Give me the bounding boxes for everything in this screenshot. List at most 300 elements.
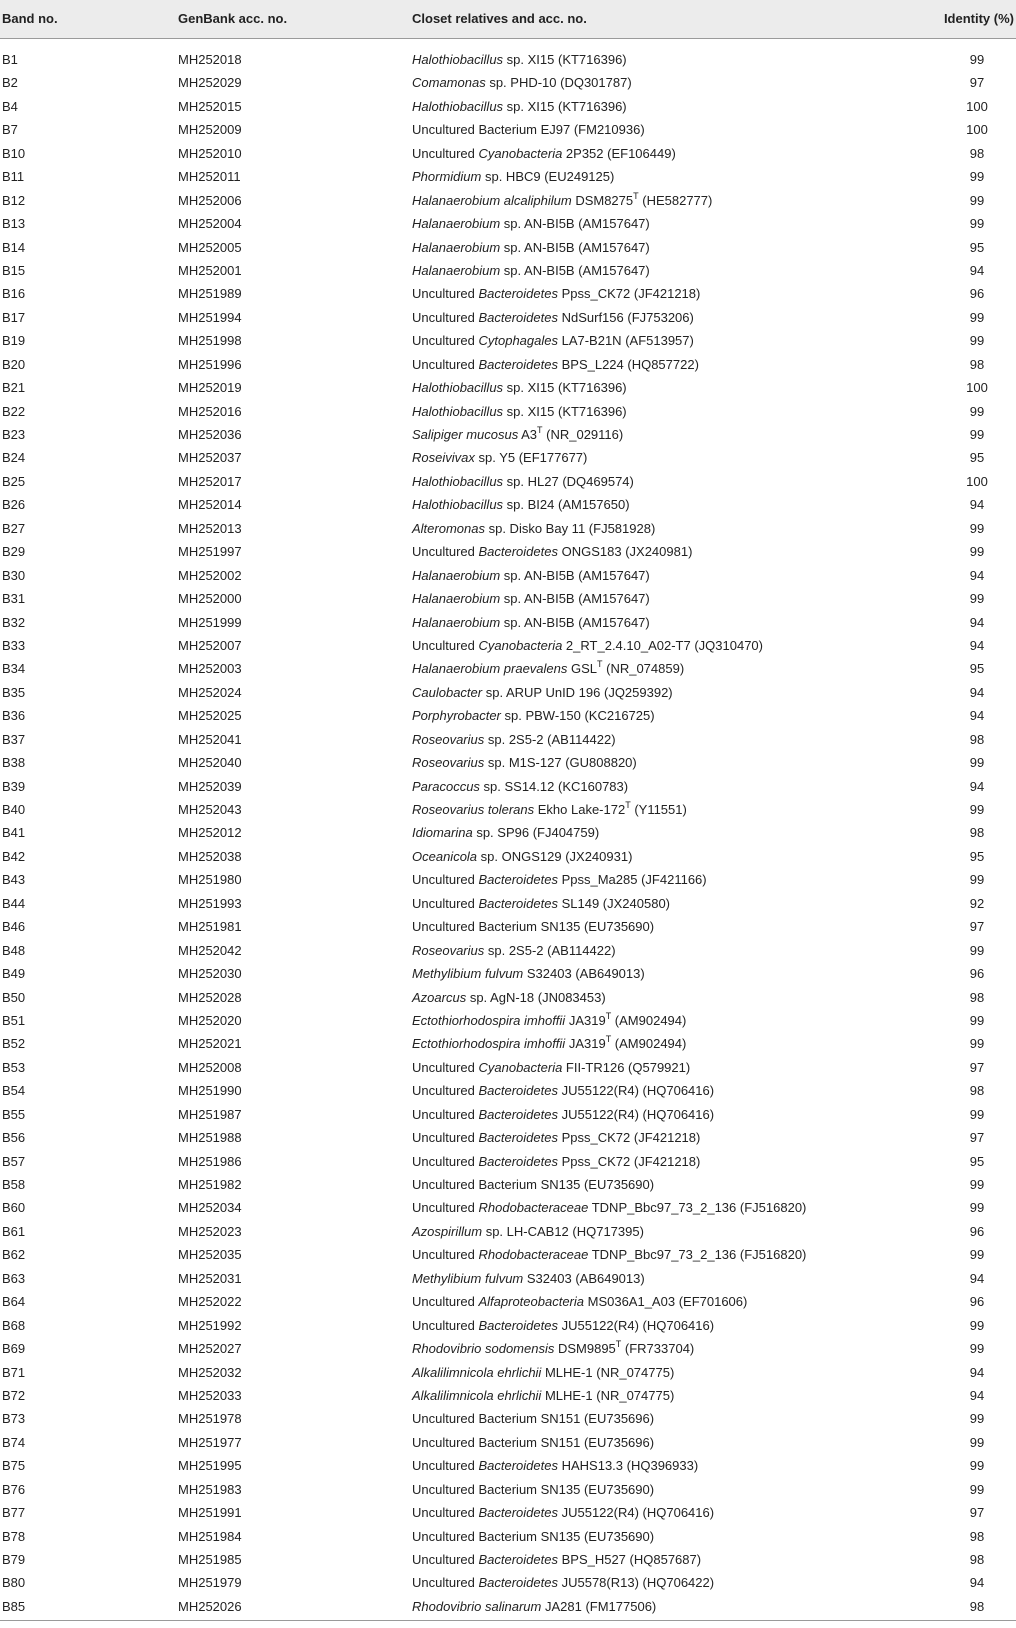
table-row [0, 1478, 1016, 1501]
table-row [0, 1595, 1016, 1618]
strain-name: sp. LH-CAB12 [482, 1223, 569, 1239]
relative-cell [412, 95, 627, 118]
band-cell: B27 [2, 520, 26, 536]
genbank-cell: MH252015 [178, 98, 242, 114]
genbank-cell: MH252023 [178, 1223, 242, 1239]
identity-cell: 99 [969, 192, 985, 208]
relative-prefix: Uncultured [412, 1505, 479, 1521]
band-cell: B71 [2, 1364, 26, 1380]
accession-ref: (NR_074775) [592, 1387, 675, 1403]
table-row [0, 1243, 1016, 1266]
band-cell: B4 [2, 98, 18, 114]
genbank-cell: MH251978 [178, 1411, 242, 1427]
identity-cell: 99 [969, 1458, 985, 1474]
relative-cell [412, 540, 692, 563]
relative-cell [412, 915, 654, 938]
table-row [0, 634, 1016, 657]
table-row [0, 1337, 1016, 1360]
taxon-name: Ectothiorhodospira imhoffii [412, 1036, 566, 1052]
band-cell: B61 [2, 1223, 26, 1239]
accession-ref: (Y11551) [630, 802, 687, 817]
identity-cell: 99 [969, 1481, 985, 1497]
accession-ref: (AM157647) [574, 239, 650, 255]
relative-cell [412, 423, 623, 446]
band-cell: B73 [2, 1411, 26, 1427]
taxon-name: Halothiobacillus [412, 473, 504, 489]
band-cell: B75 [2, 1458, 26, 1474]
relative-cell [412, 634, 763, 657]
strain-name: JU55122(R4) [557, 1083, 639, 1099]
taxon-name: Roseovarius [412, 942, 485, 958]
table-row [0, 376, 1016, 399]
genbank-cell: MH252035 [178, 1247, 242, 1263]
table-row [0, 564, 1016, 587]
accession-ref: (KC160783) [554, 778, 629, 794]
table-row [0, 95, 1016, 118]
strain-name: A3 [518, 427, 538, 442]
band-cell: B69 [2, 1341, 26, 1357]
table-row [0, 868, 1016, 891]
relative-cell [412, 1196, 806, 1219]
relative-cell [412, 1431, 654, 1454]
taxon-name: Bacteroidetes [478, 895, 558, 911]
table-row [0, 587, 1016, 610]
strain-name: sp. AN-BI5B [500, 614, 575, 630]
taxon-name: Cyanobacteria [478, 637, 563, 653]
genbank-cell: MH251988 [178, 1130, 242, 1146]
genbank-cell: MH252024 [178, 684, 242, 700]
strain-name: sp. M1S-127 [484, 755, 562, 771]
taxon-name: Salipiger mucosus [412, 427, 519, 442]
genbank-cell: MH252022 [178, 1294, 242, 1310]
band-cell: B13 [2, 216, 26, 232]
accession-ref: (AM157647) [574, 216, 650, 232]
table-row [0, 1009, 1016, 1032]
genbank-cell: MH252025 [178, 708, 242, 724]
band-cell: B43 [2, 872, 26, 888]
genbank-cell: MH252038 [178, 848, 242, 864]
relative-cell [412, 775, 628, 798]
genbank-cell: MH251982 [178, 1177, 242, 1192]
table-bottom-rule [0, 1620, 1016, 1621]
strain-name: NdSurf156 [557, 309, 624, 325]
taxon-name: Phormidium [412, 169, 482, 185]
relative-cell [412, 1595, 656, 1618]
band-cell: B1 [2, 52, 18, 67]
accession-ref: (HQ706416) [638, 1505, 715, 1521]
accession-ref: (HQ717395) [568, 1223, 644, 1239]
identity-cell: 95 [969, 450, 985, 466]
band-cell: B74 [2, 1434, 26, 1450]
identity-cell: 99 [969, 591, 985, 607]
taxon-name: Halothiobacillus [412, 497, 504, 513]
relative-cell [412, 1454, 698, 1477]
table-row [0, 1501, 1016, 1524]
genbank-cell: MH252009 [178, 122, 242, 138]
strain-name: sp. BI24 [503, 497, 555, 513]
identity-cell: 94 [969, 778, 985, 794]
genbank-cell: MH251981 [178, 919, 242, 935]
accession-ref: (HQ706422) [638, 1575, 715, 1591]
table-row [0, 1267, 1016, 1290]
strain-name: 2P352 [562, 145, 604, 161]
band-cell: B10 [2, 145, 26, 161]
identity-cell: 99 [969, 544, 985, 560]
identity-cell: 97 [969, 1130, 985, 1146]
taxon-name: Bacteroidetes [478, 544, 558, 560]
band-cell: B11 [2, 169, 25, 185]
relative-prefix: Uncultured [412, 1106, 479, 1122]
accession-ref: (FJ516820) [736, 1247, 807, 1263]
band-cell: B37 [2, 731, 26, 747]
genbank-cell: MH252031 [178, 1270, 242, 1286]
genbank-cell: MH251993 [178, 895, 242, 911]
genbank-cell: MH252000 [178, 591, 242, 607]
relative-cell [412, 1525, 654, 1548]
identity-cell: 99 [969, 52, 985, 67]
taxon-name: Roseovarius [412, 731, 485, 747]
band-cell: B25 [2, 473, 26, 489]
identity-cell: 94 [969, 684, 985, 700]
genbank-cell: MH252041 [178, 731, 242, 747]
relative-cell [412, 821, 599, 844]
taxon-name: Bacteroidetes [478, 1552, 558, 1567]
relative-cell [412, 493, 630, 516]
identity-cell: 96 [969, 1294, 985, 1310]
taxon-name: Bacteroidetes [478, 1153, 558, 1169]
identity-cell: 95 [969, 239, 985, 255]
accession-ref: (AM157647) [574, 614, 650, 630]
relative-prefix: Uncultured [412, 1059, 479, 1075]
genbank-cell: MH251990 [178, 1083, 242, 1099]
relative-cell [412, 681, 673, 704]
genbank-cell: MH251989 [178, 286, 242, 302]
band-cell: B26 [2, 497, 26, 513]
table-row [0, 1571, 1016, 1594]
identity-cell: 97 [969, 1505, 985, 1521]
relative-cell [412, 517, 655, 540]
band-cell: B12 [2, 192, 26, 208]
taxon-name: Halothiobacillus [412, 380, 504, 396]
taxon-name: Halanaerobium [412, 239, 501, 255]
strain-name: S32403 [523, 966, 572, 982]
band-cell: B36 [2, 708, 26, 724]
table-row [0, 1525, 1016, 1548]
relative-prefix: Uncultured [412, 872, 479, 888]
accession-ref: (AM157647) [574, 567, 650, 583]
table-row [0, 751, 1016, 774]
table-row [0, 986, 1016, 1009]
relative-cell [412, 1150, 700, 1173]
relative-prefix: Uncultured Bacterium EJ97 (FM210936) [412, 122, 645, 138]
band-cell: B15 [2, 262, 26, 278]
band-cell: B72 [2, 1387, 26, 1403]
accession-ref: (FJ516820) [736, 1200, 807, 1216]
identity-cell: 94 [969, 708, 985, 724]
band-cell: B57 [2, 1153, 26, 1169]
accession-ref: (AB114422) [543, 942, 616, 958]
genbank-cell: MH251984 [178, 1528, 242, 1544]
accession-ref: (FJ581928) [585, 520, 656, 536]
accession-ref: (Q579921) [624, 1059, 691, 1075]
strain-name: sp. XI15 [503, 380, 555, 396]
accession-ref: (HQ706416) [638, 1106, 715, 1122]
relative-prefix: Uncultured [412, 637, 479, 653]
table-row [0, 470, 1016, 493]
strain-name: sp. AN-BI5B [500, 216, 575, 232]
taxon-name: Bacteroidetes [478, 1083, 558, 1099]
band-cell: B60 [2, 1200, 26, 1216]
taxon-name: Roseivivax [412, 450, 475, 466]
table-row [0, 962, 1016, 985]
header-relative: Closet relatives and acc. no. [412, 11, 587, 26]
accession-ref: (AM157650) [554, 497, 630, 513]
genbank-cell: MH251983 [178, 1481, 242, 1497]
table-row [0, 446, 1016, 469]
band-cell: B33 [2, 637, 26, 653]
genbank-cell: MH252003 [178, 661, 242, 677]
strain-name: JU55122(R4) [557, 1106, 639, 1122]
relative-cell [412, 1384, 674, 1407]
identity-cell: 99 [969, 1247, 985, 1263]
relative-cell [412, 1314, 714, 1337]
genbank-cell: MH252002 [178, 567, 242, 583]
relative-cell [412, 142, 676, 165]
relative-cell [412, 306, 694, 329]
accession-ref: (FJ753206) [623, 309, 694, 325]
relative-prefix: Uncultured [412, 145, 479, 161]
strain-name: sp. AN-BI5B [500, 262, 575, 278]
identity-cell: 99 [969, 755, 985, 771]
genbank-cell: MH251986 [178, 1153, 242, 1169]
identity-cell: 99 [969, 333, 985, 349]
strain-name: sp. AgN-18 [466, 989, 535, 1005]
identity-cell: 100 [966, 122, 988, 138]
table-row [0, 728, 1016, 751]
identity-cell: 96 [969, 286, 985, 302]
identity-cell: 99 [969, 1434, 985, 1450]
taxon-name: Halanaerobium praevalens [412, 661, 568, 677]
genbank-cell: MH251985 [178, 1552, 242, 1567]
type-strain-mark: T [597, 659, 603, 670]
identity-cell: 95 [969, 1153, 985, 1169]
table-row [0, 1056, 1016, 1079]
relative-cell [412, 1548, 701, 1571]
identity-cell: 97 [969, 919, 985, 935]
band-cell: B24 [2, 450, 26, 466]
band-cell: B44 [2, 895, 26, 911]
table-row [0, 1150, 1016, 1173]
identity-cell: 98 [969, 1598, 985, 1614]
relative-cell [412, 892, 670, 915]
band-cell: B21 [2, 380, 26, 396]
relative-cell [412, 282, 700, 305]
accession-ref: (JX240981) [621, 544, 693, 560]
identity-cell: 100 [966, 98, 988, 114]
strain-name: MLHE-1 [541, 1364, 593, 1380]
table-row [0, 71, 1016, 94]
band-cell: B58 [2, 1177, 26, 1192]
strain-name: TDNP_Bbc97_73_2_136 [588, 1200, 737, 1216]
accession-ref: (EF177677) [515, 450, 588, 466]
relative-prefix: Uncultured [412, 1130, 479, 1146]
relative-cell [412, 939, 616, 962]
strain-name: BPS_L224 [557, 356, 624, 372]
genbank-cell: MH251997 [178, 544, 242, 560]
accession-ref: (KT716396) [554, 403, 627, 419]
taxon-name: Bacteroidetes [478, 872, 558, 888]
identity-cell: 98 [969, 825, 985, 841]
table-row [0, 400, 1016, 423]
band-cell: B55 [2, 1106, 26, 1122]
band-cell: B50 [2, 989, 26, 1005]
relative-cell [412, 868, 707, 891]
identity-cell: 95 [969, 848, 985, 864]
identity-cell: 94 [969, 262, 985, 278]
identity-cell: 99 [969, 1200, 985, 1216]
taxon-name: Alkalilimnicola ehrlichii [412, 1364, 542, 1380]
taxon-name: Bacteroidetes [478, 286, 558, 302]
table-row [0, 493, 1016, 516]
relative-cell [412, 48, 627, 71]
genbank-cell: MH252027 [178, 1341, 242, 1357]
relative-cell [412, 1571, 714, 1594]
strain-name: SL149 [557, 895, 600, 911]
table-row [0, 821, 1016, 844]
relative-cell [412, 1290, 747, 1313]
strain-name: Ekho Lake-172 [534, 802, 626, 817]
strain-name: JU55122(R4) [557, 1505, 639, 1521]
relative-cell [412, 400, 627, 423]
taxon-name: Halanaerobium [412, 614, 501, 630]
table-row [0, 1361, 1016, 1384]
genbank-cell: MH252010 [178, 145, 242, 161]
header-identity: Identity (%) [943, 11, 1014, 26]
strain-name: sp. AN-BI5B [500, 239, 575, 255]
strain-name: JA319 [565, 1036, 606, 1052]
genbank-cell: MH252039 [178, 778, 242, 794]
genbank-cell: MH252040 [178, 755, 242, 771]
relative-prefix: Uncultured [412, 895, 479, 911]
genbank-cell: MH251979 [178, 1575, 242, 1591]
table-row [0, 423, 1016, 446]
identity-cell: 99 [969, 872, 985, 888]
taxon-name: Alkalilimnicola ehrlichii [412, 1387, 542, 1403]
identity-cell: 94 [969, 567, 985, 583]
identity-cell: 98 [969, 989, 985, 1005]
relative-prefix: Uncultured Bacterium SN135 (EU735690) [412, 1528, 655, 1544]
strain-name: Ppss_CK72 [557, 286, 631, 302]
identity-cell: 99 [969, 309, 985, 325]
relative-cell [412, 1032, 686, 1055]
identity-cell: 99 [969, 1106, 985, 1122]
table-body [0, 48, 1016, 1618]
band-cell: B63 [2, 1270, 26, 1286]
identity-cell: 100 [966, 380, 988, 396]
accession-ref: (EF701606) [675, 1294, 748, 1310]
taxon-name: Porphyrobacter [412, 708, 501, 724]
table-row [0, 236, 1016, 259]
accession-ref: (JF421218) [630, 286, 701, 302]
genbank-cell: MH251998 [178, 333, 242, 349]
genbank-cell: MH251980 [178, 872, 242, 888]
identity-cell: 99 [969, 427, 985, 442]
genbank-cell: MH252006 [178, 192, 242, 208]
accession-ref: (FJ404759) [529, 825, 600, 841]
relative-cell [412, 329, 694, 352]
accession-ref: (AF513957) [621, 333, 694, 349]
strain-name: sp. Y5 [474, 450, 516, 466]
accession-ref: (DQ469574) [558, 473, 634, 489]
type-strain-mark: T [625, 800, 631, 810]
accession-ref: (JQ310470) [690, 637, 763, 653]
identity-cell: 98 [969, 1528, 985, 1544]
accession-ref: (AM902494) [611, 1036, 687, 1052]
genbank-cell: MH251977 [178, 1434, 242, 1450]
genbank-cell: MH252037 [178, 450, 242, 466]
genbank-cell: MH252021 [178, 1036, 242, 1052]
relative-cell [412, 1267, 645, 1290]
strain-name: TDNP_Bbc97_73_2_136 [588, 1247, 737, 1263]
taxon-name: Bacteroidetes [478, 309, 558, 325]
relative-cell [412, 1103, 714, 1126]
identity-cell: 99 [969, 403, 985, 419]
type-strain-mark: T [605, 1034, 612, 1045]
relative-cell [412, 798, 687, 821]
band-cell: B17 [2, 309, 26, 325]
relative-cell [412, 1478, 654, 1501]
identity-cell: 96 [969, 1223, 985, 1239]
relative-cell [412, 751, 637, 774]
band-cell: B22 [2, 403, 26, 419]
genbank-cell: MH252042 [178, 942, 242, 958]
band-cell: B2 [2, 75, 18, 91]
strain-name: HAHS13.3 [557, 1458, 624, 1474]
band-cell: B68 [2, 1317, 26, 1333]
taxon-name: Bacteroidetes [478, 1505, 558, 1521]
taxon-name: Bacteroidetes [478, 1317, 558, 1333]
strain-name: JA281 [541, 1598, 582, 1614]
genbank-cell: MH251995 [178, 1458, 242, 1474]
genbank-cell: MH252016 [178, 403, 242, 419]
taxon-name: Methylibium fulvum [412, 966, 524, 982]
accession-ref: (FR733704) [621, 1341, 695, 1357]
strain-name: sp. PHD-10 [485, 75, 557, 91]
identity-cell: 99 [969, 1036, 985, 1052]
table-row [0, 611, 1016, 634]
band-cell: B54 [2, 1083, 26, 1099]
table-row [0, 1314, 1016, 1337]
strain-name: ONGS183 [557, 544, 622, 560]
table-row [0, 1220, 1016, 1243]
taxon-name: Alteromonas [412, 520, 485, 536]
strain-name: JU5578(R13) [557, 1575, 639, 1591]
band-cell: B64 [2, 1294, 26, 1310]
header-band: Band no. [2, 11, 58, 26]
table-row [0, 1126, 1016, 1149]
accession-ref: (HQ396933) [623, 1458, 699, 1474]
relative-prefix: Uncultured [412, 286, 479, 302]
band-cell: B77 [2, 1505, 26, 1521]
relative-prefix: Uncultured [412, 309, 479, 325]
accession-ref: (NR_029116) [542, 427, 624, 442]
genbank-cell: MH252013 [178, 520, 242, 536]
table-row [0, 892, 1016, 915]
table-row [0, 657, 1016, 680]
genbank-cell: MH252034 [178, 1200, 242, 1216]
table-row [0, 1454, 1016, 1477]
taxon-name: Halothiobacillus [412, 52, 504, 67]
